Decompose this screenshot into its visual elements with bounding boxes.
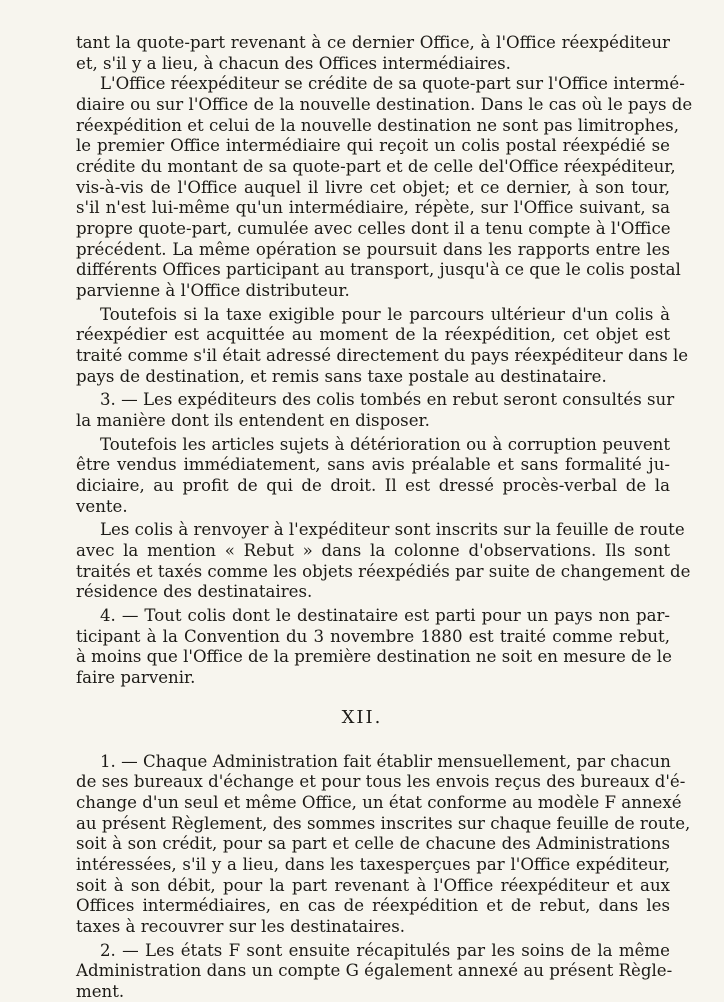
text-line: s'il n'est lui-même qu'un intermédiaire, répète, sur l'Office suivant, sa (76, 198, 670, 218)
text-line: traités et taxés comme les objets réexpédiés par suite de changement de (76, 561, 691, 581)
text-line: traité comme s'il était adressé directement du pays réexpéditeur dans le (76, 346, 689, 366)
text-line: différents Offices participant au transport, jusqu'à ce que le colis postal (76, 260, 681, 280)
text-line: faire parvenir. (76, 667, 196, 687)
text-line: le premier Office intermédiaire qui reçoit un colis postal réexpédié se (76, 136, 670, 156)
text-line: réexpédition et celui de la nouvelle destination ne sont pas limitrophes, (76, 115, 679, 135)
text-line: et, s'il y a lieu, à chacun des Offices intermédiaires. (76, 53, 511, 73)
text-line: précédent. La même opération se poursuit dans les rapports entre les (76, 239, 670, 259)
text-line: Toutefois si la taxe exigible pour le parcours ultérieur d'un colis à (100, 304, 670, 324)
text-line: Administration dans un compte G également annexé au présent Règle- (76, 961, 673, 981)
text-line: Toutefois les articles sujets à détérioration ou à corruption peuvent (100, 434, 670, 454)
text-line: crédite du montant de sa quote-part et de celle del'Office réexpéditeur, (76, 157, 676, 177)
section-heading: XII. (341, 707, 383, 729)
text-line: réexpédier est acquittée au moment de la réexpédition, cet objet est (76, 325, 670, 345)
text-line: diaire ou sur l'Office de la nouvelle destination. Dans le cas où le pays de (76, 95, 693, 115)
text-line: L'Office réexpéditeur se crédite de sa quote-part sur l'Office intermé- (100, 74, 685, 94)
text-line: 4. — Tout colis dont le destinataire est parti pour un pays non par- (100, 605, 670, 625)
text-line: change d'un seul et même Office, un état conforme au modèle F annexé (76, 792, 682, 812)
text-line: soit à son crédit, pour sa part et celle de chacune des Administrations (76, 834, 670, 854)
text-line: à moins que l'Office de la première destination ne soit en mesure de le (76, 647, 672, 667)
text-line: ment. (76, 982, 125, 1001)
text-line: 3. — Les expéditeurs des colis tombés en rebut seront consultés sur (100, 390, 675, 410)
text-line: soit à son débit, pour la part revenant à l'Office réexpéditeur et aux (76, 875, 670, 895)
text-line: vis-à-vis de l'Office auquel il livre cet objet; et ce dernier, à son tour, (76, 177, 670, 197)
text-line: pays de destination, et remis sans taxe postale au destinataire. (76, 366, 607, 386)
text-line: la manière dont ils entendent en disposer. (76, 411, 430, 431)
text-line: être vendus immédiatement, sans avis préalable et sans formalité ju- (76, 455, 670, 475)
text-line: parvienne à l'Office distributeur. (76, 281, 350, 301)
text-line: 1. — Chaque Administration fait établir mensuellement, par chacun (100, 751, 671, 771)
text-line: Offices intermédiaires, en cas de réexpédition et de rebut, dans les (76, 896, 670, 916)
text-line: intéressées, s'il y a lieu, dans les taxesperçues par l'Office expéditeur, (76, 855, 670, 874)
text-line: diciaire, au profit de qui de droit. Il est dressé procès-verbal de la (76, 475, 670, 495)
text-line: résidence des destinataires. (76, 582, 313, 602)
text-line: tant la quote-part revenant à ce dernier Office, à l'Office réexpéditeur (76, 33, 670, 52)
text-line: taxes à recouvrer sur les destinataires. (76, 917, 406, 937)
text-line: 2. — Les états F sont ensuite récapitulés par les soins de la même (100, 940, 670, 960)
text-line: Les colis à renvoyer à l'expéditeur sont inscrits sur la feuille de route (100, 520, 685, 540)
text-line: vente. (76, 496, 128, 516)
text-line: propre quote-part, cumulée avec celles dont il a tenu compte à l'Office (76, 219, 671, 239)
text-line: au présent Règlement, des sommes inscrites sur chaque feuille de route, (76, 813, 691, 833)
text-line: ticipant à la Convention du 3 novembre 1880 est traité comme rebut, (76, 626, 670, 646)
text-line: de ses bureaux d'échange et pour tous les envois reçus des bureaux d'é- (76, 772, 686, 792)
text-line: avec la mention « Rebut » dans la colonne d'observations. Ils sont (76, 540, 670, 560)
